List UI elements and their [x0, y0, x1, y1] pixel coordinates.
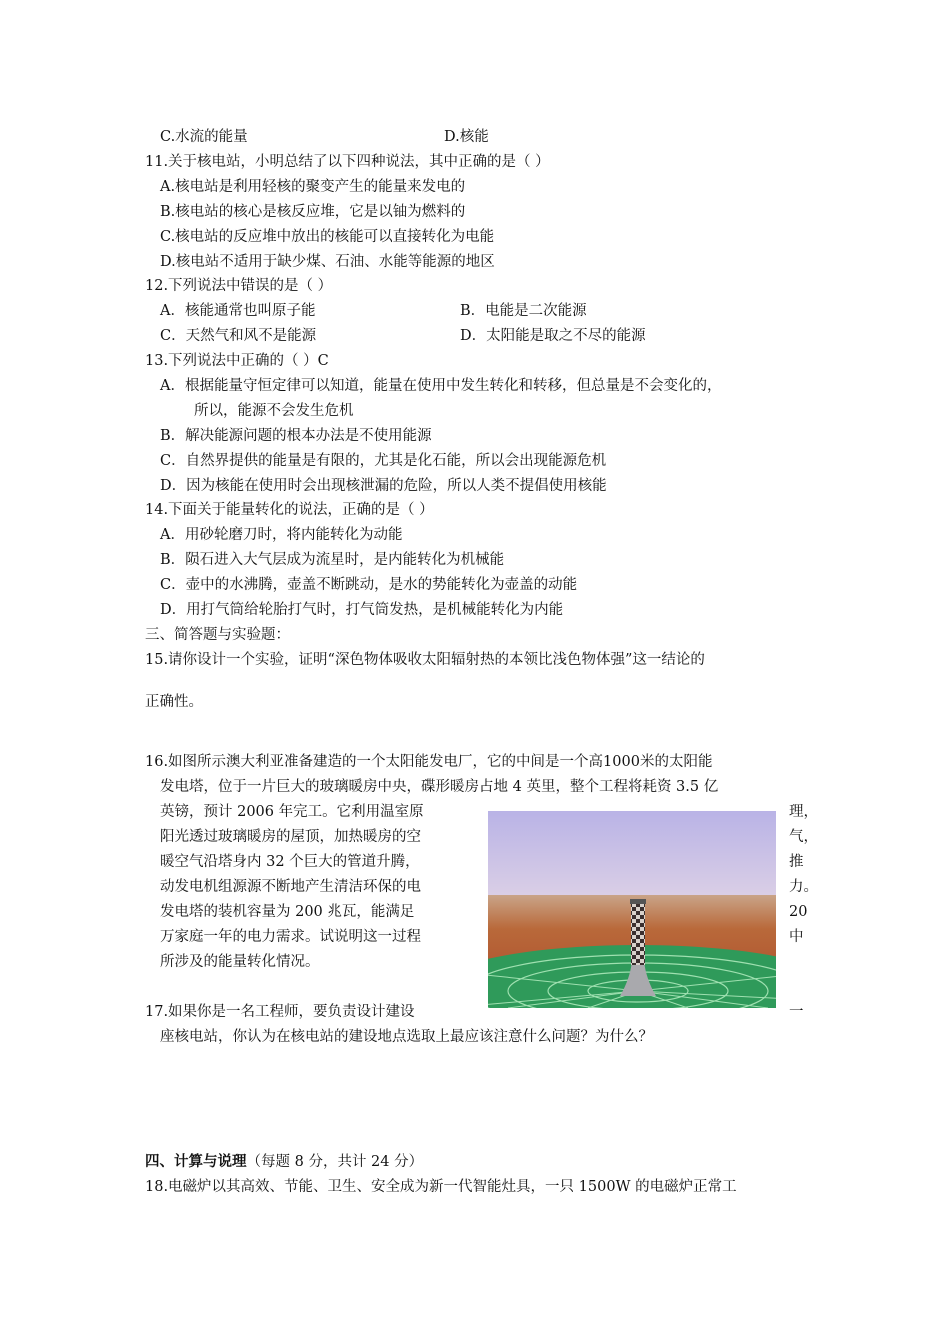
q11-stem: 11.关于核电站，小明总结了以下四种说法，其中正确的是（ ）: [145, 154, 550, 170]
q10-option-c: C.水流的能量: [160, 129, 248, 145]
q11-option-d: D.核电站不适用于缺少煤、石油、水能等能源的地区: [160, 254, 495, 270]
q16-line8-right: 中: [789, 929, 804, 945]
q16-line2: 发电塔，位于一片巨大的玻璃暖房中央，碟形暖房占地 4 英里，整个工程将耗资 3.5 亿: [160, 779, 719, 795]
q13-option-d: D．因为核能在使用时会出现核泄漏的危险，所以人类不提倡使用核能: [160, 478, 607, 494]
q15-line2: 正确性。: [145, 694, 203, 710]
q17-line1-right: 一: [789, 1004, 804, 1020]
q16-line8: 万家庭一年的电力需求。试说明这一过程: [160, 929, 421, 945]
q13-option-b: B．解决能源问题的根本办法是不使用能源: [160, 428, 432, 444]
q16-line7-right: 20: [789, 904, 808, 920]
q11-option-c: C.核电站的反应堆中放出的核能可以直接转化为电能: [160, 229, 495, 245]
q16-line6-right: 力。: [789, 879, 818, 895]
q13-option-c: C．自然界提供的能量是有限的，尤其是化石能，所以会出现能源危机: [160, 453, 607, 469]
q14-option-c: C．壶中的水沸腾，壶盖不断跳动，是水的势能转化为壶盖的动能: [160, 577, 578, 593]
section-4-title: 四、计算与说理: [145, 1153, 247, 1170]
q18-line1: 18.电磁炉以其高效、节能、卫生、安全成为新一代智能灶具，一只 1500W 的电磁炉正常工: [145, 1179, 737, 1195]
q16-line4: 阳光透过玻璃暖房的屋顶，加热暖房的空: [160, 829, 421, 845]
q12-option-d: D．太阳能是取之不尽的能源: [460, 328, 646, 344]
q13-stem: 13.下列说法中正确的（ ）C: [145, 353, 329, 369]
q16-line3-right: 理，: [789, 804, 818, 820]
q14-option-a: A．用砂轮磨刀时，将内能转化为动能: [160, 527, 403, 543]
q10-option-d: D.核能: [444, 129, 489, 145]
q12-option-c: C．天然气和风不是能源: [160, 328, 317, 344]
q16-line1: 16.如图所示澳大利亚准备建造的一个太阳能发电厂，它的中间是一个高1000米的太阳能: [145, 754, 713, 770]
q12-option-a: A．核能通常也叫原子能: [160, 303, 316, 319]
q16-line6: 动发电机组源源不断地产生清洁环保的电: [160, 879, 421, 895]
q16-line9: 所涉及的能量转化情况。: [160, 954, 320, 970]
q15-line1: 15.请你设计一个实验，证明“深色物体吸收太阳辐射热的本领比浅色物体强”这一结论的: [145, 652, 705, 668]
q16-line5: 暖空气沿塔身内 32 个巨大的管道升腾，: [160, 854, 420, 870]
q11-option-a: A.核电站是利用轻核的聚变产生的能量来发电的: [160, 179, 466, 195]
q17-line2: 座核电站，你认为在核电站的建设地点选取上最应该注意什么问题？为什么？: [160, 1029, 653, 1045]
q14-option-b: B．陨石进入大气层成为流星时，是内能转化为机械能: [160, 552, 505, 568]
q16-line5-right: 推: [789, 854, 804, 870]
section-3-heading: 三、简答题与实验题：: [145, 627, 290, 643]
q13-option-a-line2: 所以，能源不会发生危机: [194, 403, 354, 419]
q12-option-b: B．电能是二次能源: [460, 303, 587, 319]
q13-option-a-line1: A．根据能量守恒定律可以知道，能量在使用中发生转化和转移，但总量是不会变化的，: [160, 378, 722, 394]
section-4-note: （每题 8 分，共计 24 分）: [246, 1154, 424, 1170]
q16-line3: 英镑，预计 2006 年完工。它利用温室原: [160, 804, 424, 820]
q16-line7: 发电塔的装机容量为 200 兆瓦，能满足: [160, 904, 415, 920]
q16-line4-right: 气，: [789, 829, 818, 845]
q17-line1: 17.如果你是一名工程师，要负责设计建设: [145, 1004, 415, 1020]
solar-tower-image: [488, 811, 776, 1008]
q12-stem: 12.下列说法中错误的是（ ）: [145, 278, 333, 294]
q14-stem: 14.下面关于能量转化的说法，正确的是（ ）: [145, 502, 434, 518]
section-4-heading: [145, 1152, 423, 1172]
q11-option-b: B.核电站的核心是核反应堆，它是以铀为燃料的: [160, 204, 466, 220]
q14-option-d: D．用打气筒给轮胎打气时，打气筒发热，是机械能转化为内能: [160, 602, 564, 618]
